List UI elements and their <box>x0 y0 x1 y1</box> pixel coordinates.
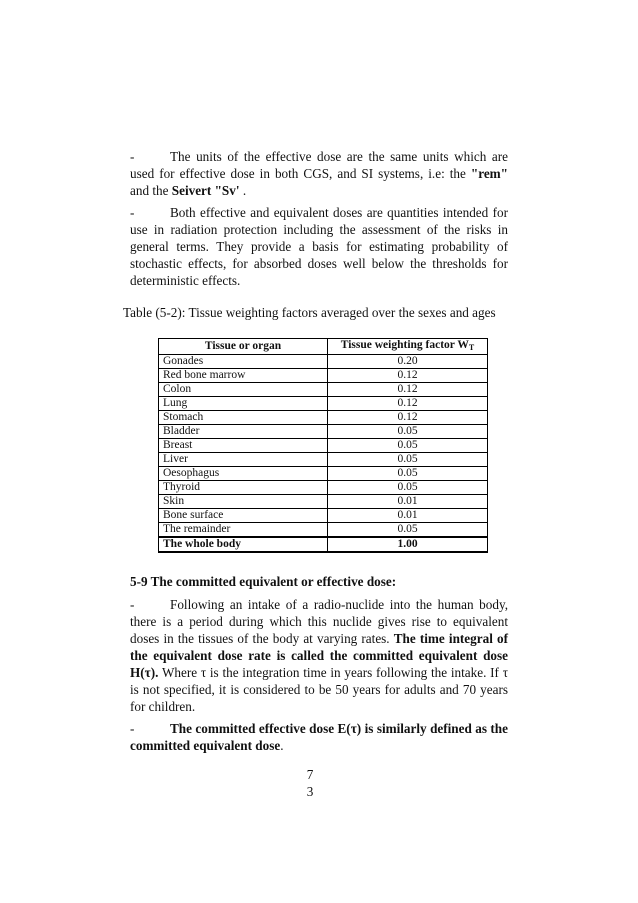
table-total-row <box>159 537 488 552</box>
table-row <box>159 509 488 523</box>
tissue-cell: Colon <box>159 383 328 397</box>
table-row <box>159 495 488 509</box>
both-doses-paragraph <box>130 204 508 289</box>
table-row <box>159 467 488 481</box>
factor-cell: 0.12 <box>328 369 488 383</box>
committed-tau-text: Where τ is the integration time in years following the intake. If τ is not specified, it is considered to be 50 years for adults and 70 years for children. <box>130 665 508 714</box>
tissue-cell: Red bone marrow <box>159 369 328 383</box>
header-factor-subscript: T <box>468 343 475 352</box>
committed-effective-definition: The committed effective dose E(τ) is similarly defined as the committed equivalent dose <box>130 721 508 753</box>
tissue-cell: Liver <box>159 453 328 467</box>
tissue-cell: Skin <box>159 495 328 509</box>
page-content <box>123 148 508 759</box>
factor-cell: 0.05 <box>328 467 488 481</box>
tissue-cell: Gonades <box>159 355 328 369</box>
units-paragraph <box>130 148 508 199</box>
table-row <box>159 383 488 397</box>
tissue-cell: Thyroid <box>159 481 328 495</box>
table-caption: Table (5-2): Tissue weighting factors averaged over the sexes and ages <box>123 305 496 320</box>
committed-effective-paragraph <box>130 720 508 754</box>
rem-term: "rem" <box>470 166 508 181</box>
page-number-line1: 7 <box>306 767 314 782</box>
table-row <box>159 411 488 425</box>
table-row <box>159 397 488 411</box>
tissue-cell: Bone surface <box>159 509 328 523</box>
factor-cell: 0.05 <box>328 481 488 495</box>
tissue-cell: Oesophagus <box>159 467 328 481</box>
factor-cell: 0.20 <box>328 355 488 369</box>
total-tissue-cell: The whole body <box>159 537 328 552</box>
units-end: . <box>239 183 247 198</box>
seivert-term: Seivert "Sv' <box>171 183 240 198</box>
section-heading: 5-9 The committed equivalent or effective dose: <box>130 574 397 589</box>
table-body <box>159 355 488 553</box>
tissue-cell: Stomach <box>159 411 328 425</box>
factor-cell: 0.01 <box>328 509 488 523</box>
header-factor <box>328 339 488 355</box>
factor-cell: 0.12 <box>328 397 488 411</box>
table-row <box>159 425 488 439</box>
committed-effective-end: . <box>280 738 284 753</box>
header-tissue: Tissue or organ <box>159 339 328 355</box>
both-doses-text: Both effective and equivalent doses are quantities intended for use in radiation protection including the assessment of the risks in general terms. They provide a basis for estimating probability of stochastic effects, for absorbed doses well below the thresholds for deterministic effects. <box>130 205 508 288</box>
factor-cell: 0.12 <box>328 383 488 397</box>
header-factor-label: Tissue weighting factor W <box>340 339 469 351</box>
table-row <box>159 355 488 369</box>
table-row <box>159 453 488 467</box>
bullet-dash: - <box>130 597 135 612</box>
page-number <box>300 766 320 800</box>
committed-dose-paragraph <box>130 596 508 715</box>
table-row <box>159 369 488 383</box>
factor-cell: 0.05 <box>328 439 488 453</box>
table-row <box>159 439 488 453</box>
units-text: The units of the effective dose are the same units which are used for effective dose in both CGS, and SI systems, i.e: the <box>130 149 508 181</box>
bullet-dash: - <box>130 721 135 736</box>
table-header-row <box>159 339 488 355</box>
factor-cell: 0.05 <box>328 453 488 467</box>
table-row <box>159 523 488 538</box>
table-row <box>159 481 488 495</box>
committed-definition: The time integral of the equivalent dose rate is called the committed equivalent dose H(τ). <box>130 631 508 680</box>
and-the-text: and the <box>130 183 172 198</box>
total-factor-cell: 1.00 <box>328 537 488 552</box>
committed-intro-text: Following an intake of a radio-nuclide into the human body, there is a period during which this nuclide gives rise to equivalent doses in the tissues of the body at varying rates. <box>130 597 508 646</box>
tissue-cell: The remainder <box>159 523 328 538</box>
factor-cell: 0.05 <box>328 425 488 439</box>
factor-cell: 0.05 <box>328 523 488 538</box>
bullet-dash: - <box>130 149 135 164</box>
tissue-weighting-table <box>158 338 488 553</box>
tissue-cell: Bladder <box>159 425 328 439</box>
page-number-line2: 3 <box>306 784 314 799</box>
bullet-dash: - <box>130 205 135 220</box>
tissue-cell: Lung <box>159 397 328 411</box>
factor-cell: 0.01 <box>328 495 488 509</box>
tissue-cell: Breast <box>159 439 328 453</box>
factor-cell: 0.12 <box>328 411 488 425</box>
